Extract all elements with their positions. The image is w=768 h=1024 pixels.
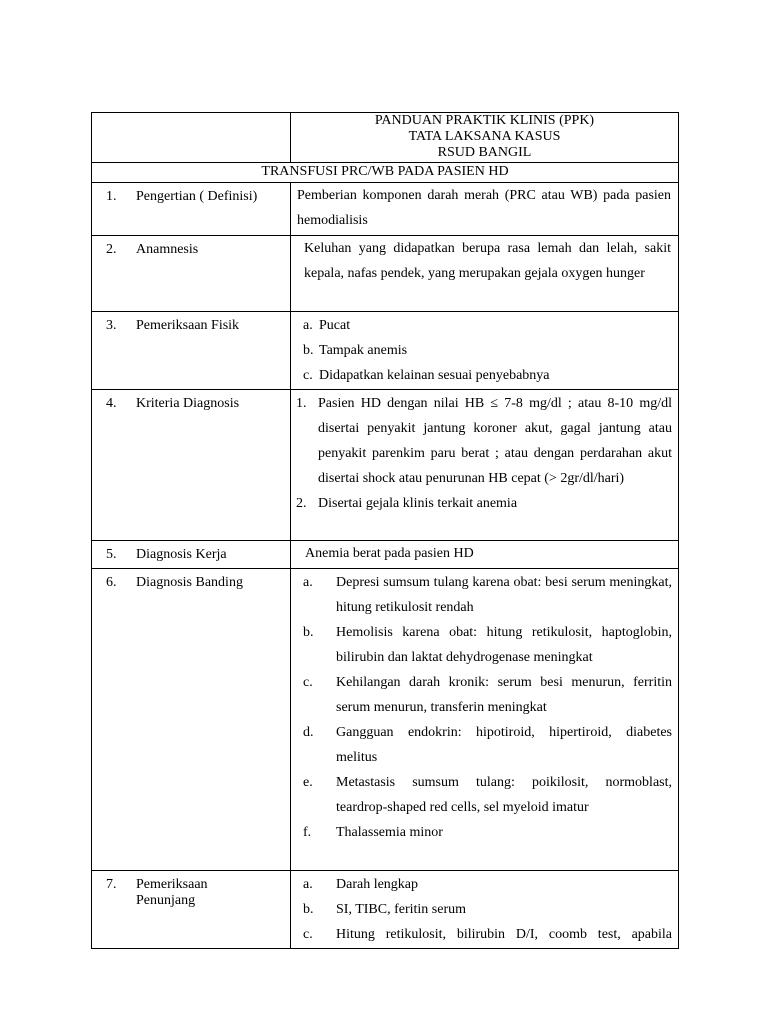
- section-number: 3.: [106, 318, 117, 333]
- section-row: [92, 236, 679, 312]
- section-label: Pemeriksaan Fisik: [136, 318, 240, 333]
- section-row: [92, 183, 679, 236]
- section-label: Kriteria Diagnosis: [136, 396, 240, 411]
- section-label: Diagnosis Banding: [136, 575, 243, 590]
- list-item: b. SI, TIBC, feritin serum: [303, 902, 467, 917]
- list-item: b. Tampak anemis: [303, 343, 408, 358]
- list-item: a. Pucat: [303, 318, 351, 333]
- section-row: [92, 312, 679, 390]
- section-row: [92, 569, 679, 871]
- list-item: b. Hemolisis karena obat: hitung retikulosit, haptoglobin, bilirubin dan laktat dehydrogenase meningkat: [303, 625, 672, 665]
- list-item: f. Thalassemia minor: [303, 825, 443, 840]
- section-number: 6.: [106, 575, 117, 590]
- section-number: 2.: [106, 242, 117, 257]
- header-line-1: PANDUAN PRAKTIK KLINIS (PPK): [374, 113, 595, 128]
- header-line-2: TATA LAKSANA KASUS: [408, 129, 561, 144]
- list-item: c. Hitung retikulosit, bilirubin D/I, coomb test, apabila: [303, 927, 672, 942]
- header-line-3: RSUD BANGIL: [437, 145, 532, 160]
- list-item: e. Metastasis sumsum tulang: poikilosit, normoblast, teardrop-shaped red cells, sel myeloid imatur: [303, 775, 672, 815]
- section-number: 7.: [106, 877, 117, 892]
- section-row: [92, 541, 679, 569]
- section-text: Keluhan yang didapatkan berupa rasa lemah dan lelah, sakit kepala, nafas pendek, yang merupakan gejala oxygen hunger: [304, 241, 671, 281]
- header-left-cell: [92, 113, 291, 163]
- list-item: 2. Disertai gejala klinis terkait anemia: [296, 496, 518, 511]
- section-text: Pemberian komponen darah merah (PRC atau WB) pada pasien hemodialisis: [297, 188, 671, 228]
- section-label: Pengertian ( Definisi): [136, 189, 258, 204]
- header-cell: [291, 113, 679, 163]
- title-row: [92, 163, 679, 183]
- list-item: 1. Pasien HD dengan nilai HB ≤ 7-8 mg/dl ; atau 8-10 mg/dl disertai penyakit jantung koroner akut, gagal jantung atau penyakit parenkim paru berat ; atau dengan perdarahan akut disertai shock atau penurunan HB cepat (> 2gr/dl/hari): [296, 396, 672, 486]
- list-item: a. Depresi sumsum tulang karena obat: besi serum meningkat, hitung retikulosit rendah: [303, 575, 672, 615]
- list-item: c. Didapatkan kelainan sesuai penyebabnya: [303, 368, 550, 383]
- document-title: TRANSFUSI PRC/WB PADA PASIEN HD: [92, 163, 679, 183]
- ppk-table: [91, 112, 679, 949]
- section-row: [92, 871, 679, 949]
- header-row: [92, 113, 679, 163]
- section-row: [92, 390, 679, 541]
- section-text: Anemia berat pada pasien HD: [305, 546, 474, 561]
- list-item: c. Kehilangan darah kronik: serum besi menurun, ferritin serum menurun, transferin meningkat: [303, 675, 672, 715]
- list-item: d. Gangguan endokrin: hipotiroid, hipertiroid, diabetes melitus: [303, 725, 672, 765]
- section-label: Diagnosis Kerja: [136, 547, 227, 562]
- section-number: 5.: [106, 547, 117, 562]
- section-number: 1.: [106, 189, 117, 204]
- section-number: 4.: [106, 396, 117, 411]
- list-item: a. Darah lengkap: [303, 877, 419, 892]
- section-label: Anamnesis: [136, 242, 199, 257]
- section-label: Pemeriksaan Penunjang: [136, 877, 208, 908]
